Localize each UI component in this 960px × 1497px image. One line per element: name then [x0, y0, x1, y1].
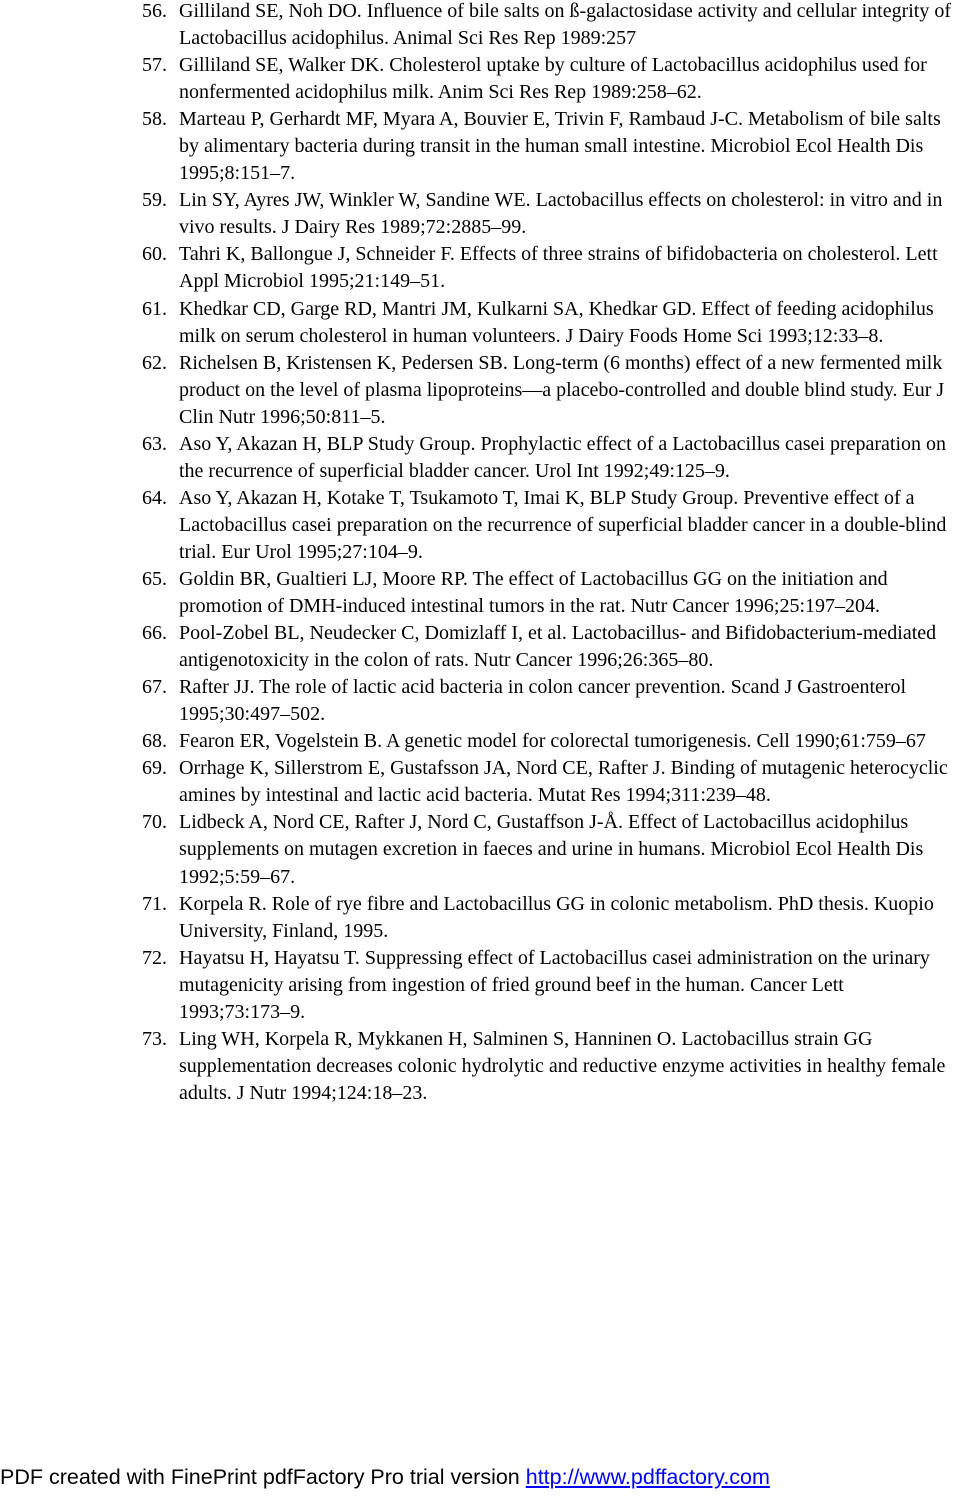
reference-item: [0, 674, 960, 728]
reference-text: Aso Y, Akazan H, BLP Study Group. Prophylactic effect of a Lactobacillus casei preparation on the recurrence of superficial bladder cancer. Urol Int 1992;49:125–9.: [179, 432, 947, 482]
pdf-footer: [0, 1462, 770, 1492]
reference-text: Hayatsu H, Hayatsu T. Suppressing effect of Lactobacillus casei administration on the urinary mutagenicity arising from ingestion of fried ground beef in the human. Cancer Lett 1993;73:173–9.: [179, 946, 930, 1023]
reference-item: [0, 1026, 960, 1107]
reference-text: Lidbeck A, Nord CE, Rafter J, Nord C, Gustaffson J-Å. Effect of Lactobacillus acidophilus supplements on mutagen excretion in faeces and urine in humans. Microbiol Ecol Health Dis 1992;5:59–67.: [179, 811, 924, 888]
reference-number: 65.: [142, 567, 167, 590]
reference-text: Lin SY, Ayres JW, Winkler W, Sandine WE. Lactobacillus effects on cholesterol: in vitro and in vivo results. J Dairy Res 1989;72:2885–99.: [179, 189, 943, 239]
reference-number: 66.: [142, 622, 167, 645]
reference-item: [0, 755, 960, 809]
reference-number: 58.: [142, 108, 167, 131]
reference-item: [0, 728, 960, 755]
pdffactory-link[interactable]: http://www.pdffactory.com: [525, 1465, 770, 1489]
reference-text: Khedkar CD, Garge RD, Mantri JM, Kulkarni SA, Khedkar GD. Effect of feeding acidophilus milk on serum cholesterol in human volunteers. J Dairy Foods Home Sci 1993;12:33–8.: [179, 297, 934, 347]
reference-number: 70.: [142, 811, 167, 834]
reference-item: [0, 350, 960, 431]
reference-text: Aso Y, Akazan H, Kotake T, Tsukamoto T, Imai K, BLP Study Group. Preventive effect of a Lactobacillus casei preparation on the recurrence of superficial bladder cancer in a double-blind trial. Eur Urol 1995;27:104–9.: [179, 486, 947, 563]
reference-number: 61.: [142, 297, 167, 320]
reference-number: 63.: [142, 432, 167, 455]
reference-text: Fearon ER, Vogelstein B. A genetic model for colorectal tumorigenesis. Cell 1990;61:759–67: [179, 730, 926, 753]
reference-number: 68.: [142, 730, 167, 753]
reference-number: 71.: [142, 892, 167, 915]
reference-text: Ling WH, Korpela R, Mykkanen H, Salminen S, Hanninen O. Lactobacillus strain GG supplementation decreases colonic hydrolytic and reductive enzyme activities in healthy female adults. J Nutr 1994;124:18–23.: [179, 1027, 946, 1104]
reference-text: Rafter JJ. The role of lactic acid bacteria in colon cancer prevention. Scand J Gastroenterol 1995;30:497–502.: [179, 676, 907, 726]
reference-text: Orrhage K, Sillerstrom E, Gustafsson JA, Nord CE, Rafter J. Binding of mutagenic heterocyclic amines by intestinal and lactic acid bacteria. Mutat Res 1994;311:239–48.: [179, 757, 948, 807]
reference-item: [0, 187, 960, 241]
reference-number: 56.: [142, 0, 167, 22]
reference-number: 72.: [142, 946, 167, 969]
reference-number: 64.: [142, 486, 167, 509]
reference-item: [0, 106, 960, 187]
reference-text: Korpela R. Role of rye fibre and Lactobacillus GG in colonic metabolism. PhD thesis. Kuopio University, Finland, 1995.: [179, 892, 934, 942]
reference-number: 69.: [142, 757, 167, 780]
reference-item: [0, 241, 960, 295]
reference-item: [0, 891, 960, 945]
reference-number: 73.: [142, 1027, 167, 1050]
reference-item: [0, 485, 960, 566]
reference-item: [0, 431, 960, 485]
reference-text: Tahri K, Ballongue J, Schneider F. Effects of three strains of bifidobacteria on cholesterol. Lett Appl Microbiol 1995;21:149–51.: [179, 243, 938, 293]
reference-number: 59.: [142, 189, 167, 212]
reference-text: Goldin BR, Gualtieri LJ, Moore RP. The effect of Lactobacillus GG on the initiation and promotion of DMH-induced intestinal tumors in the rat. Nutr Cancer 1996;25:197–204.: [179, 567, 888, 618]
reference-text: Pool-Zobel BL, Neudecker C, Domizlaff I, et al. Lactobacillus- and Bifidobacterium-mediated antigenotoxicity in the colon of rats. Nutr Cancer 1996;26:365–80.: [179, 622, 937, 672]
reference-item: [0, 566, 960, 620]
reference-item: [0, 809, 960, 890]
reference-text: Gilliland SE, Noh DO. Influence of bile salts on ß-galactosidase activity and cellular integrity of Lactobacillus acidophilus. Animal Sci Res Rep 1989:257: [179, 0, 952, 50]
reference-number: 67.: [142, 676, 167, 699]
reference-text: Marteau P, Gerhardt MF, Myara A, Bouvier E, Trivin F, Rambaud J-C. Metabolism of bile salts by alimentary bacteria during transit in the human small intestine. Microbiol Ecol Health Dis 1995;8:151–7.: [179, 108, 941, 185]
reference-item: [0, 52, 960, 106]
reference-text: Richelsen B, Kristensen K, Pedersen SB. Long-term (6 months) effect of a new fermented milk product on the level of plasma lipoproteins—a placebo-controlled and double blind study. Eur J Clin Nutr 1996;50:811–5.: [179, 351, 945, 428]
reference-item: [0, 296, 960, 350]
reference-number: 60.: [142, 243, 167, 266]
footer-text: PDF created with FinePrint pdfFactory Pro trial version: [0, 1465, 526, 1489]
reference-item: [0, 620, 960, 674]
reference-item: [0, 945, 960, 1026]
reference-item: [0, 0, 960, 52]
reference-text: Gilliland SE, Walker DK. Cholesterol uptake by culture of Lactobacillus acidophilus used for nonfermented acidophilus milk. Anim Sci Res Rep 1989:258–62.: [179, 54, 927, 104]
reference-number: 57.: [142, 54, 167, 77]
reference-number: 62.: [142, 351, 167, 374]
